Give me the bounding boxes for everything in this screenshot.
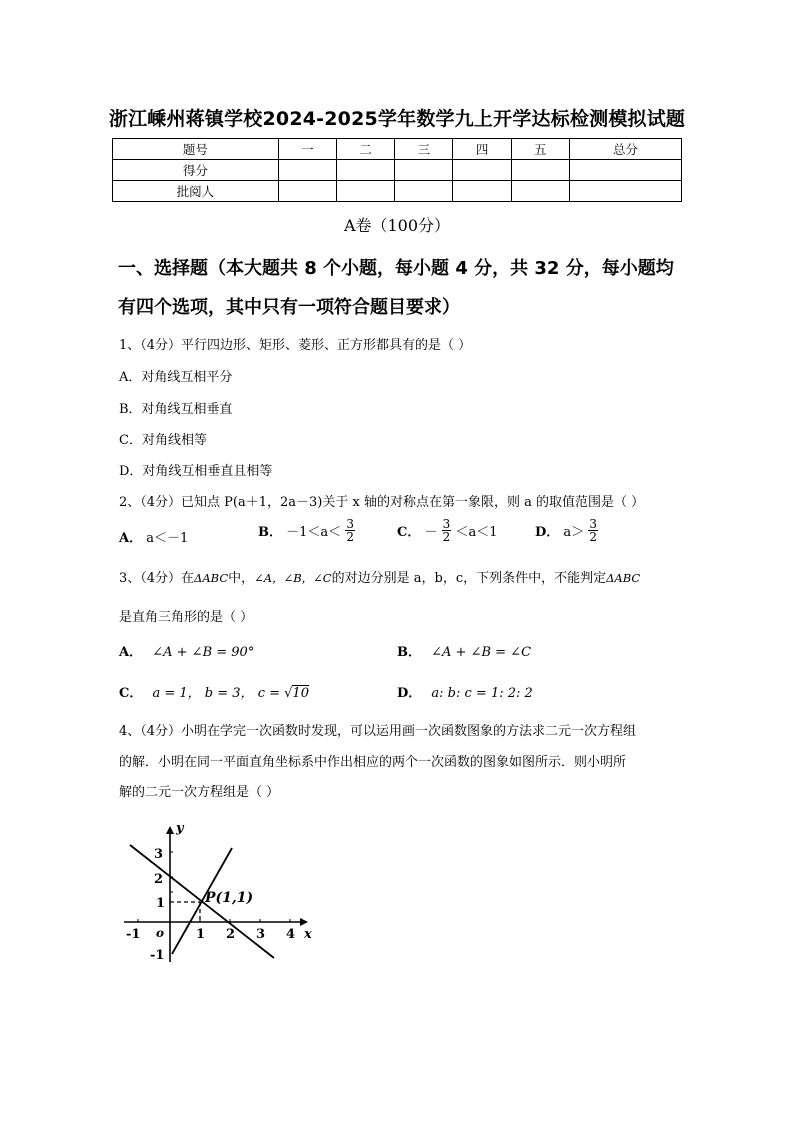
fraction-numerator: 3 xyxy=(346,517,354,531)
exam-title: 浙江嵊州蒋镇学校2024-2025学年数学九上开学达标检测模拟试题 xyxy=(108,108,686,130)
point-label: P(1,1) xyxy=(205,890,254,906)
fraction-denominator: 2 xyxy=(589,530,597,544)
q3-stem-c: 的对边分别是 a，b，c，下列条件中，不能判定 xyxy=(331,571,607,586)
fraction-numerator: 3 xyxy=(589,517,597,531)
q4-line3: 解的二元一次方程组是（ ） xyxy=(119,785,280,800)
section-a-heading: A卷（100分） xyxy=(343,216,451,235)
score-cell[interactable] xyxy=(569,160,681,181)
q3-option-a-expr: ∠A + ∠B = 90° xyxy=(152,645,255,660)
grader-cell[interactable] xyxy=(569,181,681,202)
header-cell: 总分 xyxy=(569,139,681,160)
q3-option-b xyxy=(397,641,531,660)
q2-option-a xyxy=(119,527,188,546)
q2-option-c-pre: － xyxy=(424,525,438,540)
x-tick-label: 3 xyxy=(256,927,266,942)
grader-cell[interactable] xyxy=(511,181,569,202)
x-tick-label: 2 xyxy=(226,927,236,942)
fraction-numerator: 3 xyxy=(442,517,451,531)
score-cell[interactable] xyxy=(453,160,511,181)
x-tick-label: 1 xyxy=(196,927,206,942)
y-axis-arrow xyxy=(166,826,174,834)
section-heading-line2: 有四个选项，其中只有一项符合题目要求） xyxy=(118,297,460,318)
q2-option-d-expr: a＞ xyxy=(563,525,585,540)
header-cell: 一 xyxy=(278,139,336,160)
score-table xyxy=(112,138,682,202)
q3-triangle: ΔABC xyxy=(606,571,641,585)
y-tick-label: 3 xyxy=(154,847,164,862)
header-cell: 二 xyxy=(337,139,395,160)
x-axis-arrow xyxy=(300,918,308,926)
function-graph xyxy=(118,818,328,970)
score-cell[interactable] xyxy=(395,160,453,181)
score-cell[interactable] xyxy=(337,160,395,181)
q3-option-c xyxy=(119,682,309,701)
fraction xyxy=(345,518,355,543)
q1-stem: 1、（4分）平行四边形、矩形、菱形、正方形都具有的是（ ） xyxy=(119,338,472,353)
q2-option-a-expr: a＜－1 xyxy=(146,531,189,546)
q3-option-b-label: B． xyxy=(397,645,421,660)
score-row xyxy=(113,160,682,181)
q1-option-b: B．对角线互相垂直 xyxy=(119,402,233,417)
row-label: 得分 xyxy=(113,160,279,181)
q2-option-c xyxy=(397,518,497,543)
q2-option-b xyxy=(258,518,355,543)
score-cell[interactable] xyxy=(278,160,336,181)
grader-cell[interactable] xyxy=(278,181,336,202)
q3-option-d-label: D． xyxy=(397,686,422,701)
y-axis-label: y xyxy=(176,821,184,836)
score-table-header-row xyxy=(113,139,682,160)
y-tick-label: 2 xyxy=(154,872,164,887)
grader-cell[interactable] xyxy=(337,181,395,202)
q3-option-d xyxy=(397,682,533,701)
grader-cell[interactable] xyxy=(395,181,453,202)
q3-stem-b: 中， xyxy=(228,571,255,586)
q3-option-c-label: C． xyxy=(119,686,143,701)
q3-option-c-radicand: 10 xyxy=(292,686,309,701)
q2-option-c-post: ＜a＜1 xyxy=(455,525,498,540)
q3-stem-line1 xyxy=(119,567,640,586)
q3-stem-a: 3、（4分）在 xyxy=(119,571,195,586)
q2-option-b-label: B． xyxy=(258,525,282,540)
q3-option-a xyxy=(119,641,254,660)
header-cell: 四 xyxy=(453,139,511,160)
header-cell: 三 xyxy=(395,139,453,160)
fraction xyxy=(442,518,452,543)
q3-option-a-label: A． xyxy=(119,645,143,660)
row-label: 批阅人 xyxy=(113,181,279,202)
q3-option-b-expr: ∠A + ∠B = ∠C xyxy=(431,645,532,660)
x-tick-label: -1 xyxy=(126,927,141,942)
y-tick-label: 1 xyxy=(156,896,166,911)
fraction xyxy=(588,518,598,543)
q4-line1: 4、（4分）小明在学完一次函数时发现，可以运用画一次函数图象的方法求二元一次方程组 xyxy=(119,724,637,739)
q4-line2: 的解．小明在同一平面直角坐标系中作出相应的两个一次函数的图象如图所示．则小明所 xyxy=(119,755,627,770)
origin-label: o xyxy=(156,926,165,940)
x-axis-label: x xyxy=(304,927,312,942)
q3-option-c-expr: a = 1， b = 3， c = √ xyxy=(152,686,293,701)
header-cell: 题号 xyxy=(113,139,279,160)
grader-row xyxy=(113,181,682,202)
q3-angles: ∠A，∠B，∠C xyxy=(254,571,332,585)
fraction-denominator: 2 xyxy=(346,530,354,544)
x-tick-label: 4 xyxy=(286,927,296,942)
q2-option-b-expr: －1＜a＜ xyxy=(286,525,342,540)
y-tick-label: -1 xyxy=(150,948,165,963)
q2-stem: 2、（4分）已知点 P(a＋1，2a－3)关于 x 轴的对称点在第一象限，则 a 的取值范围是（ ） xyxy=(119,495,645,510)
header-cell: 五 xyxy=(511,139,569,160)
q1-option-c: C．对角线相等 xyxy=(119,433,207,448)
q1-option-d: D．对角线互相垂直且相等 xyxy=(119,464,273,479)
q1-option-a: A．对角线互相平分 xyxy=(119,370,233,385)
q3-triangle: ΔABC xyxy=(194,571,229,585)
q3-option-d-expr: a: b: c = 1: 2: 2 xyxy=(431,686,533,701)
q2-option-d xyxy=(535,518,598,543)
q2-option-d-label: D． xyxy=(535,525,560,540)
q2-option-a-label: A． xyxy=(119,531,143,546)
grader-cell[interactable] xyxy=(453,181,511,202)
q3-stem-line2: 是直角三角形的是（ ） xyxy=(119,610,254,625)
score-cell[interactable] xyxy=(511,160,569,181)
q2-option-c-label: C． xyxy=(397,525,421,540)
fraction-denominator: 2 xyxy=(442,530,451,544)
section-heading-line1: 一、选择题（本大题共 8 个小题，每小题 4 分，共 32 分，每小题均 xyxy=(118,258,674,279)
